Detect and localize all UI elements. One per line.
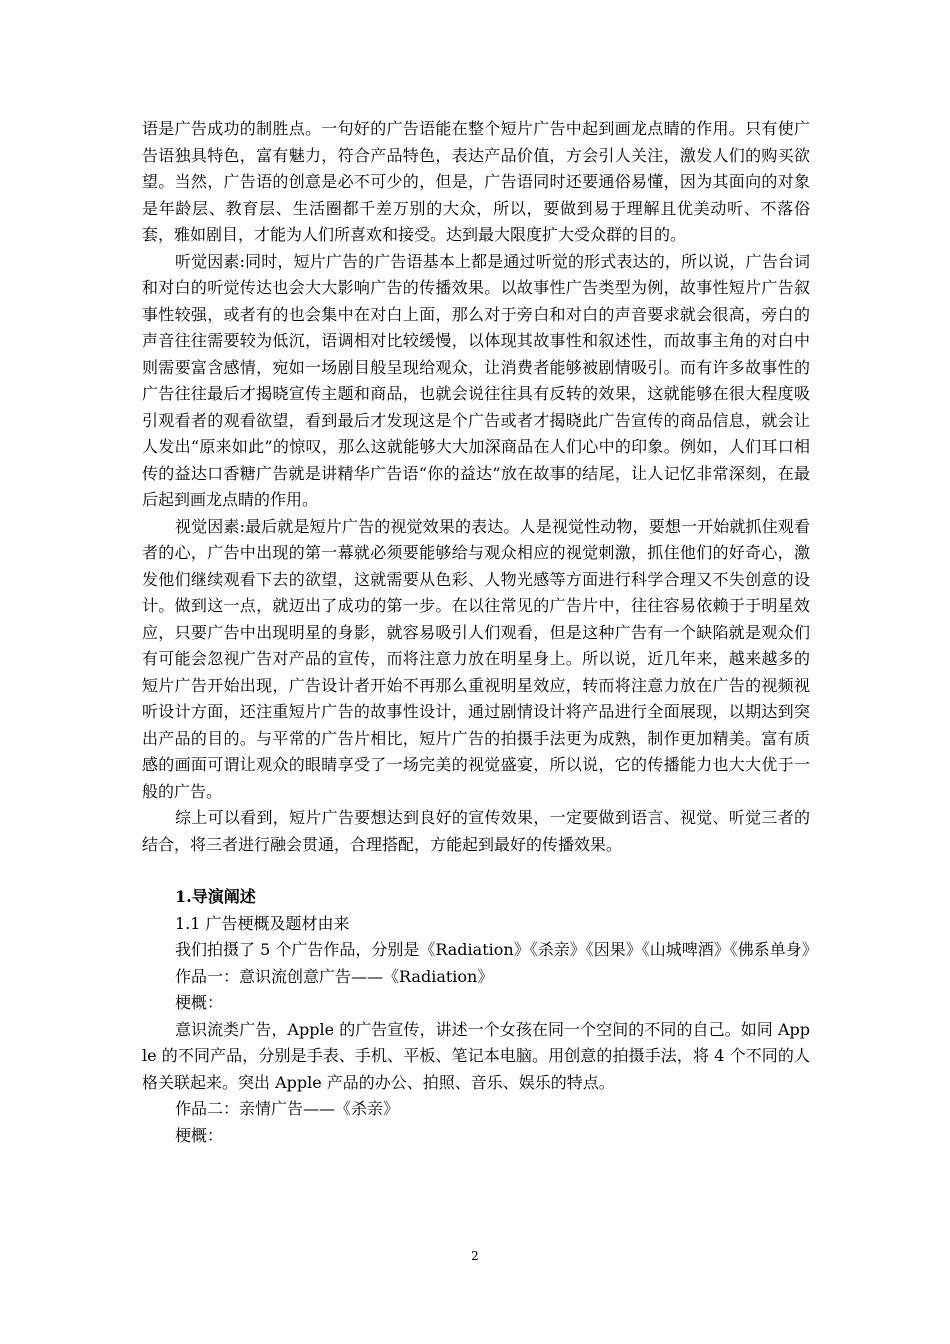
section-heading: 1.导演阐述 xyxy=(175,887,256,906)
paragraph-works-intro: 我们拍摄了 5 个广告作品，分别是《Radiation》《杀亲》《因果》《山城啤酒》《佛系单身》 xyxy=(175,940,818,959)
paragraph-slogan: 语是广告成功的制胜点。一句好的广告语能在整个短片广告中起到画龙点睛的作用。只有使广告语独具特色，富有魅力，符合产品特色，表达产品价值，方会引人关注，激发人们的购买欲望。当然，广告语的创意是必不可少的，但是，广告语同时还要通俗易懂，因为其面向的对象是年龄层、教育层、生活圈都千差万别的大众，所以，要做到易于理解且优美动听、不落俗套，雅如剧目，才能为人们所喜欢和接受。达到最大限度扩大受众群的目的。 xyxy=(142,119,810,244)
document-body xyxy=(142,116,818,1149)
subsection-heading: 1.1 广告梗概及题材由来 xyxy=(175,913,350,933)
work1-synopsis-label: 梗概： xyxy=(175,993,224,1012)
paragraph-summary: 综上可以看到，短片广告要想达到良好的宣传效果，一定要做到语言、视觉、听觉三者的结合，将三者进行融会贯通，合理搭配，方能起到最好的传播效果。 xyxy=(142,808,810,854)
work2-title: 作品二：亲情广告——《杀亲》 xyxy=(175,1099,400,1118)
paragraph-visual: 视觉因素:最后就是短片广告的视觉效果的表达。人是视觉性动物，要想一开始就抓住观看者的心，广告中出现的第一幕就必须要能够给与观众相应的视觉刺激，抓住他们的好奇心，激发他们继续观看下去的欲望，这就需要从色彩、人物光感等方面进行科学合理又不失创意的设计。做到这一点，就迈出了成功的第一步。在以往常见的广告片中，往往容易依赖于于明星效应，只要广告中出现明星的身影，就容易吸引人们观看，但是这种广告有一个缺陷就是观众们有可能会忽视广告对产品的宣传，而将注意力放在明星身上。所以说，近几年来，越来越多的短片广告开始出现，广告设计者开始不再那么重视明星效应，转而将注意力放在广告的视频视听设计方面，还注重短片广告的故事性设计，通过剧情设计将产品进行全面展现，以期达到突出产品的目的。与平常的广告片相比，短片广告的拍摄手法更为成熟，制作更加精美。富有质感的画面可谓让观众的眼睛享受了一场完美的视觉盛宴，所以说，它的传播能力也大大优于一般的广告。 xyxy=(142,516,810,801)
work1-synopsis: 意识流类广告，Apple 的广告宣传，讲述一个女孩在同一个空间的不同的自己。如同 Apple 的不同产品，分别是手表、手机、平板、笔记本电脑。用创意的拍摄手法，将 4 个不同的人格关联起来。突出 Apple 产品的办公、拍照、音乐、娱乐的特点。 xyxy=(142,1019,810,1092)
work1-title: 作品一：意识流创意广告——《Radiation》 xyxy=(175,966,494,986)
paragraph-auditory: 听觉因素:同时，短片广告的广告语基本上都是通过听觉的形式表达的，所以说，广告台词和对白的听觉传达也会大大影响广告的传播效果。以故事性广告类型为例，故事性短片广告叙事性较强，或者有的也会集中在对白上面，那么对于旁白和对白的声音要求就会很高，旁白的声音往往需要较为低沉，语调相对比较缓慢，以体现其故事性和叙述性，而故事主角的对白中则需要富含感情，宛如一场剧目般呈现给观众，让消费者能够被剧情吸引。而有许多故事性的广告往往最后才揭晓宣传主题和商品，也就会说往往具有反转的效果，这就能够在很大程度吸引观看者的观看欲望，看到最后才发现这是个广告或者才揭晓此广告宣传的商品信息，就会让人发出“原来如此”的惊叹，那么这就能够大大加深商品在人们心中的印象。例如，人们耳口相传的益达口香糖广告就是讲精华广告语“你的益达”放在故事的结尾，让人记忆非常深刻，在最后起到画龙点睛的作用。 xyxy=(142,251,810,509)
page-number: 2 xyxy=(471,1249,479,1263)
work2-synopsis-label: 梗概： xyxy=(175,1125,224,1145)
